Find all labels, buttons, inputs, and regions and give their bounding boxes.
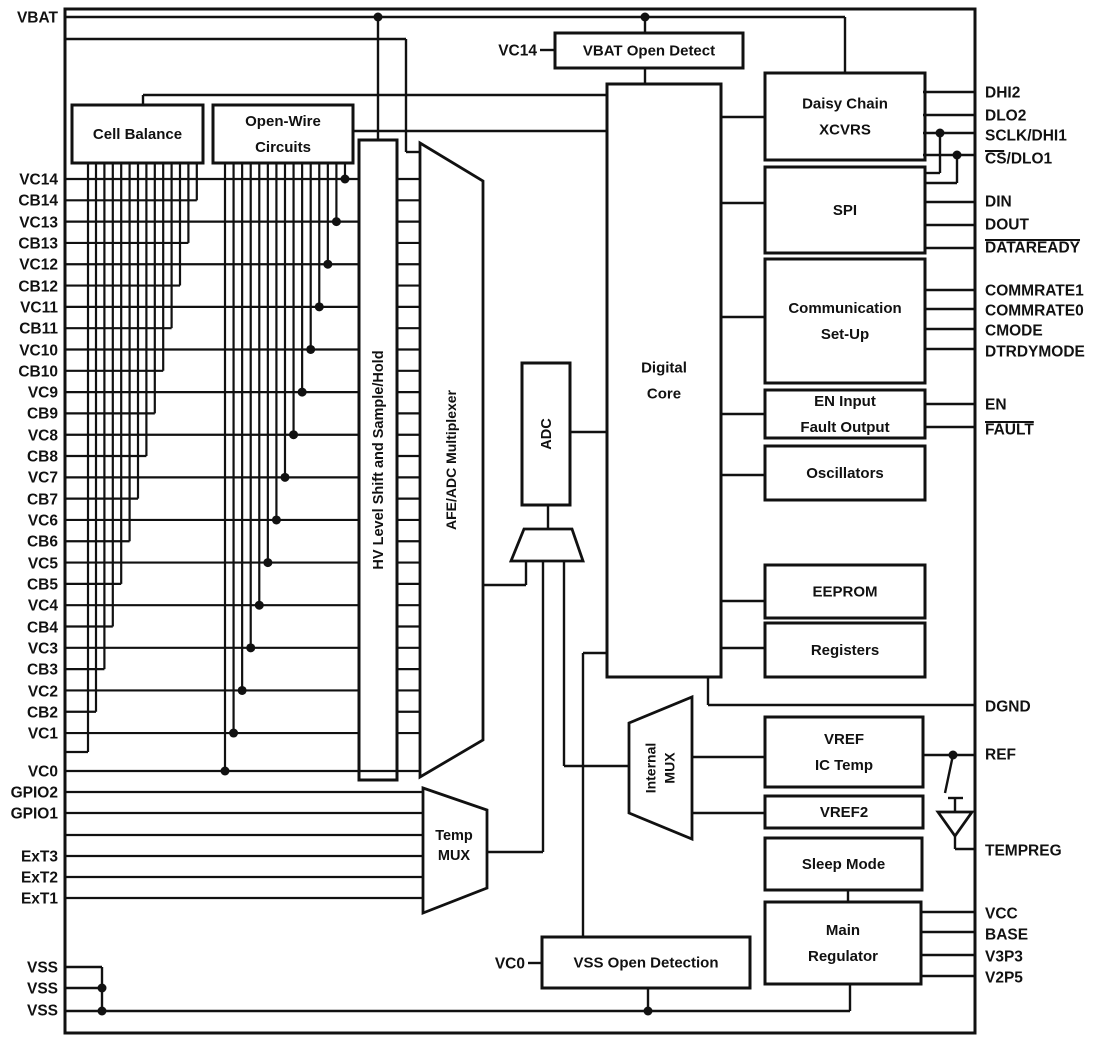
junction-dot: [263, 558, 272, 567]
pin-label-left-GPIO1: GPIO1: [10, 805, 58, 823]
pin-label-left-CB11: CB11: [19, 320, 58, 338]
junction-dot: [340, 175, 349, 184]
pin-label-left-VSS: VSS: [26, 980, 58, 998]
vbat-open-detect-label: VBAT Open Detect: [582, 42, 716, 60]
pin-label-left-VC13: VC13: [19, 214, 58, 232]
pin-label-left-CB2: CB2: [26, 704, 58, 722]
adc-input-mux: [511, 529, 583, 561]
pin-label-right-COMMRATE1: COMMRATE1: [985, 282, 1084, 300]
pin-label-left-CB12: CB12: [18, 278, 58, 296]
pin-label-left-VC14: VC14: [19, 171, 58, 189]
pin-label-right-CMODE: CMODE: [985, 322, 1043, 340]
junction-dot: [332, 217, 341, 226]
oscillators-label: Oscillators: [806, 465, 884, 482]
vc14-feed-label: VC14: [498, 42, 537, 60]
pin-label-right-DIN: DIN: [985, 193, 1012, 211]
vref-ic-temp-label: VREF: [823, 731, 865, 748]
pin-label-right-V3P3: V3P3: [985, 948, 1023, 966]
pin-label-left-CB8: CB8: [26, 448, 58, 466]
pin-label-left-VSS: VSS: [26, 1002, 58, 1020]
pin-label-left-CB6: CB6: [26, 533, 58, 551]
junction-dot: [298, 388, 307, 397]
pin-label-left-VC0: VC0: [27, 763, 58, 781]
pin-label-right-DOUT: DOUT: [985, 216, 1029, 234]
pin-label-right-DATAREADY: DATAREADY: [985, 239, 1081, 257]
vref-ic-temp-label: IC Temp: [814, 757, 874, 774]
junction-dot: [238, 686, 247, 695]
junction-dot: [98, 984, 107, 993]
open-wire-circuits-label: Open-Wire: [245, 113, 321, 130]
temp-mux-label: MUX: [437, 848, 471, 864]
pin-label-left-VC3: VC3: [27, 640, 58, 658]
daisy-chain-xcvrs-label: Daisy Chain: [802, 95, 888, 113]
pin-label-right-DTRDYMODE: DTRDYMODE: [985, 343, 1085, 361]
pin-label-right-CS/DLO1: CS/DLO1: [985, 150, 1053, 168]
adc-label: ADC: [539, 418, 555, 450]
tempreg-buffer: [938, 812, 972, 836]
junction-dot: [306, 345, 315, 354]
junction-dot: [280, 473, 289, 482]
junction-dot: [949, 751, 958, 760]
spi-label: SPI: [832, 202, 858, 219]
junction-dot: [315, 302, 324, 311]
en-input-fault-output-label: EN Input: [814, 393, 876, 410]
vref-ic-temp: [765, 717, 923, 787]
hv-level-shift-sample-hold-label: HV Level Shift and Sample/Hold: [371, 350, 387, 570]
open-wire-circuits-label: Circuits: [255, 139, 311, 156]
wire: [945, 755, 953, 793]
pin-label-left-GPIO2: GPIO2: [10, 784, 58, 802]
pin-label-right-TEMPREG: TEMPREG: [985, 842, 1062, 860]
vc0-feed-label: VC0: [494, 955, 525, 973]
main-regulator-label: Main: [825, 922, 861, 939]
pin-label-right-EN: EN: [985, 396, 1007, 414]
junction-dot: [641, 13, 650, 22]
internal-mux: [629, 697, 692, 839]
digital-core-label: Digital: [641, 359, 687, 377]
pin-label-right-COMMRATE0: COMMRATE0: [985, 302, 1084, 320]
junction-dot: [255, 601, 264, 610]
pin-label-left-VC9: VC9: [27, 384, 58, 402]
pin-label-left-CB3: CB3: [26, 661, 58, 679]
junction-dot: [229, 729, 238, 738]
junction-dot: [98, 1007, 107, 1016]
pin-label-right-V2P5: V2P5: [985, 969, 1023, 987]
pin-label-left-VC1: VC1: [27, 725, 58, 743]
junction-dot: [644, 1007, 653, 1016]
pin-label-left-CB7: CB7: [26, 491, 58, 509]
pin-label-left-ExT1: ExT1: [20, 890, 58, 908]
pin-label-right-BASE: BASE: [985, 926, 1029, 944]
vss-open-detection-label: VSS Open Detection: [573, 954, 719, 972]
daisy-chain-xcvrs: [765, 73, 925, 160]
digital-core-label: Core: [646, 385, 682, 403]
registers-label: Registers: [810, 642, 880, 659]
communication-set-up: [765, 259, 925, 383]
pin-label-left-VC6: VC6: [27, 512, 58, 530]
pin-label-right-DLO2: DLO2: [985, 107, 1027, 125]
pin-label-left-VC2: VC2: [27, 683, 58, 701]
pin-label-left-VC10: VC10: [19, 342, 58, 360]
digital-core: [607, 84, 721, 677]
junction-dot: [936, 129, 945, 138]
pin-label-left-CB5: CB5: [26, 576, 58, 594]
pin-label-right-DHI2: DHI2: [985, 84, 1021, 102]
internal-mux-label: MUX: [661, 752, 678, 784]
cell-balance-label: Cell Balance: [92, 126, 183, 143]
sleep-mode-label: Sleep Mode: [801, 856, 886, 873]
pin-label-left-CB10: CB10: [18, 363, 58, 381]
junction-dot: [272, 515, 281, 524]
junction-dot: [289, 430, 298, 439]
junction-dot: [323, 260, 332, 269]
main-regulator: [765, 902, 921, 984]
pin-label-left-VBAT: VBAT: [16, 9, 58, 27]
pin-label-left-VSS: VSS: [26, 959, 58, 977]
pin-label-left-VC4: VC4: [27, 597, 58, 615]
pin-label-right-DGND: DGND: [985, 698, 1031, 716]
pin-label-left-CB4: CB4: [26, 619, 58, 637]
pin-label-left-VC11: VC11: [20, 299, 58, 317]
pin-label-right-FAULT: FAULT: [985, 421, 1034, 439]
junction-dot: [221, 767, 230, 776]
junction-dot: [374, 13, 383, 22]
pin-label-left-VC12: VC12: [19, 256, 58, 274]
pin-label-left-CB14: CB14: [18, 192, 58, 210]
junction-dot: [953, 151, 962, 160]
junction-dot: [246, 643, 255, 652]
vref2-label: VREF2: [819, 804, 869, 821]
pin-label-left-CB9: CB9: [26, 405, 58, 423]
communication-set-up-label: Set-Up: [820, 326, 870, 343]
internal-mux-label: Internal: [642, 742, 659, 794]
pin-label-left-CB13: CB13: [18, 235, 58, 253]
temp-mux-label: Temp: [435, 828, 473, 844]
eeprom-label: EEPROM: [812, 583, 878, 601]
main-regulator-label: Regulator: [807, 948, 879, 965]
communication-set-up-label: Communication: [788, 300, 902, 317]
daisy-chain-xcvrs-label: XCVRS: [819, 121, 871, 139]
pin-label-right-VCC: VCC: [985, 905, 1018, 923]
afe-adc-multiplexer-label: AFE/ADC Multiplexer: [443, 389, 459, 531]
en-input-fault-output-label: Fault Output: [800, 419, 890, 436]
pin-label-left-VC5: VC5: [27, 555, 58, 573]
pin-label-left-ExT3: ExT3: [20, 848, 58, 866]
pin-label-right-SCLK/DHI1: SCLK/DHI1: [985, 127, 1067, 145]
pin-label-left-VC8: VC8: [27, 427, 58, 445]
pin-label-left-ExT2: ExT2: [20, 869, 58, 887]
pin-label-right-REF: REF: [985, 746, 1016, 764]
pin-label-left-VC7: VC7: [27, 469, 58, 487]
